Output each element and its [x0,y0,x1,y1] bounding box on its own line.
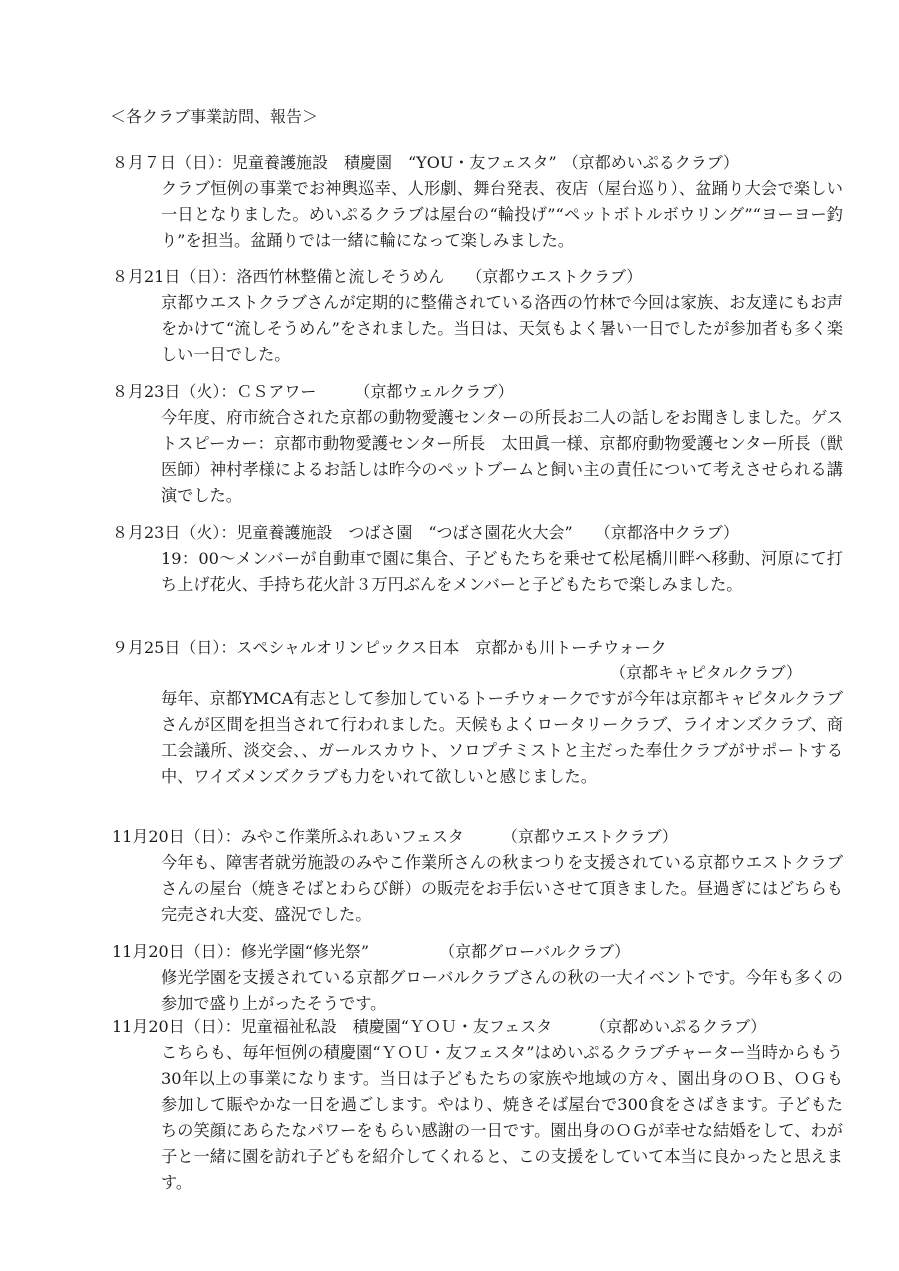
entry-heading [112,151,739,175]
entry-heading [112,825,678,849]
entry-heading [112,1015,766,1039]
entry-club: （京都めいぷるクラブ） [598,1017,767,1036]
entry-title: 11月20日（日）：児童福祉私設 積慶園“ＹＯＵ・友フェスタ [112,1017,585,1036]
entry-body: こちらも、毎年恒例の積慶園“ＹＯＵ・友フェスタ”はめいぷるクラブチャーター当時からもう30年以上の事業になります。当日は子どもたちの家族や地域の方々、園出身のＯＢ、ＯＧも参加して賑やかな一日を過ごします。やはり、焼きそば屋台で300食をさばきます。子どもたちの笑顔にあらたなパワーをもらい感謝の一日です。園出身のＯＧが幸せな結婚をして、わが子と一緒に園を訪れ子どもを紹介してくれると、この支援をしていて本当に良かったと思えます。 [161,1043,843,1192]
entry-title: 11月20日（日）：みやこ作業所ふれあいフェスタ [112,827,496,846]
entry-club: （京都めいぷるクラブ） [570,153,739,172]
entry-heading [112,940,630,964]
entry-title: ８月23日（火）：児童養護施設 つばさ園 “つばさ園花火大会” [112,523,589,542]
entry-title: ８月７日（日）：児童養護施設 積慶園 “YOU・友フェスタ” [112,153,557,172]
entry-heading [112,265,642,289]
entry-title: ８月23日（火）：ＣＳアワー [112,382,349,401]
entry-title: ９月25日（日）：スペシャルオリンピックス日本 京都かも川トーチウォーク [112,638,667,657]
entry-body: クラブ恒例の事業でお神輿巡幸、人形劇、舞台発表、夜店（屋台巡り）、盆踊り大会で楽しい一日となりました。めいぷるクラブは屋台の“輪投げ”“ペットボトルボウリング”“ヨーヨー釣り”を担当。盆踊りでは一緒に輪になって楽しみました。 [161,179,843,250]
entry-title: ８月21日（日）：洛西竹林整備と流しそうめん [112,267,461,286]
entry-club: （京都グローバルクラブ） [447,942,631,961]
entry-body: 修光学園を支援されている京都グローバルクラブさんの秋の一大イベントです。今年も多くの参加で盛り上がったそうです。 [161,968,843,1013]
entry-club: （京都ウェルクラブ） [362,382,514,401]
entry-body: 今年も、障害者就労施設のみやこ作業所さんの秋まつりを支援されている京都ウエストクラブさんの屋台（焼きそばとわらび餅）の販売をお手伝いさせて頂きました。昼過ぎにはどちらも完売され大変、盛況でした。 [161,853,843,924]
section-heading: ＜各クラブ事業訪問、報告＞ [110,107,319,126]
entry-body: 京都ウエストクラブさんが定期的に整備されている洛西の竹林で今回は家族、お友達にもお声をかけて“流しそうめん”をされました。当日は、天気もよく暑い一日でしたが参加者も多く楽しい一日でした。 [161,293,843,364]
entry-club: （京都洛中クラブ） [602,523,739,542]
entry-heading [112,521,739,545]
entry-club: （京都ウエストクラブ） [509,827,678,846]
entry-club: （京都キャピタルクラブ） [610,663,802,682]
entry-club: （京都ウエストクラブ） [474,267,643,286]
entry-heading [112,380,514,404]
entry-body: 今年度、府市統合された京都の動物愛護センターの所長お二人の話しをお聞きしました。ゲストスピーカー：京都市動物愛護センター所長 太田眞一様、京都府動物愛護センター所長（獣医師）神村孝様によるお話しは昨今のペットブームと飼い主の責任について考えさせられる講演でした。 [161,408,843,505]
entry-body: 19：00～メンバーが自動車で園に集合、子どもたちを乗せて松尾橋川畔へ移動、河原にて打ち上げ花火、手持ち花火計３万円ぶんをメンバーと子どもたちで楽しみました。 [161,549,843,594]
entry-body: 毎年、京都YMCA有志として参加しているトーチウォークですが今年は京都キャピタルクラブさんが区間を担当されて行われました。天候もよくロータリークラブ、ライオンズクラブ、商工会議所、淡交会、、ガールスカウト、ソロプチミストと主だった奉仕クラブがサポートする中、ワイズメンズクラブも力をいれて欲しいと感じました。 [161,689,843,786]
entry-title: 11月20日（日）：修光学園“修光祭” [112,942,434,961]
